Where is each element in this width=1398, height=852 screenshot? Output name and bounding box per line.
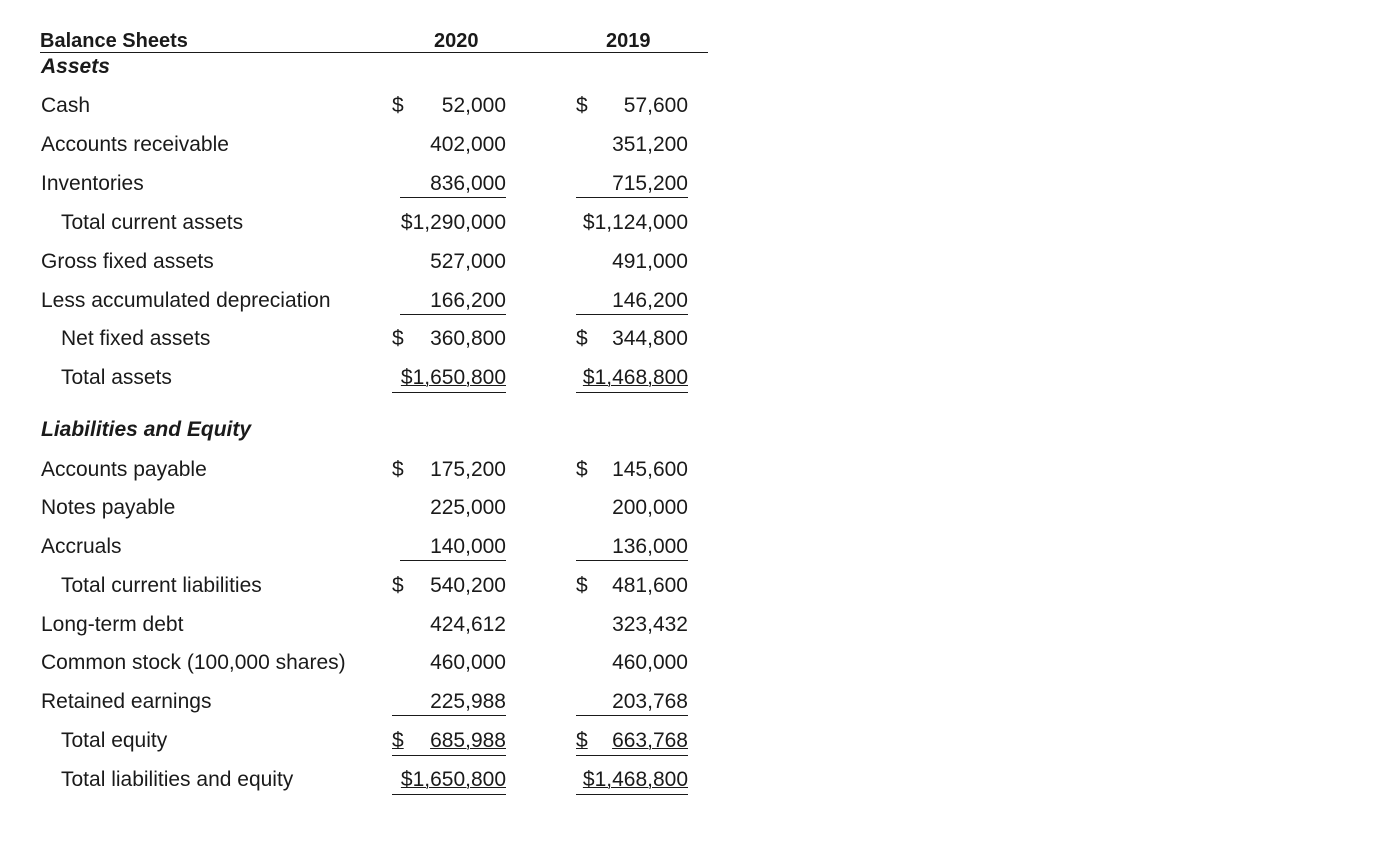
value-2019: $1,124,000 <box>582 211 688 234</box>
value-2019: $ 344,800 <box>576 327 688 350</box>
value-2019: 491,000 <box>612 250 688 273</box>
value-2019: 351,200 <box>612 133 688 156</box>
table-header <box>40 28 708 53</box>
table-row <box>0 131 720 159</box>
table-row <box>0 766 720 794</box>
value-2020: 836,000 <box>400 172 506 198</box>
value-2020: 424,612 <box>430 613 506 636</box>
row-label: Retained earnings <box>41 690 212 713</box>
table-row <box>0 248 720 276</box>
value-2019: $1,468,800 <box>576 768 688 795</box>
row-label: Less accumulated depreciation <box>41 289 331 312</box>
row-label: Inventories <box>41 172 144 195</box>
row-label: Total liabilities and equity <box>61 768 294 791</box>
value-2020: 225,988 <box>392 690 506 716</box>
table-row <box>0 287 720 315</box>
table-row <box>0 325 720 353</box>
value-2020: $ 175,200 <box>392 458 506 481</box>
value-2020: $1,650,800 <box>392 768 506 795</box>
value-2020: $1,290,000 <box>400 211 506 234</box>
value-2019: $ 481,600 <box>576 574 688 597</box>
value-2020: 140,000 <box>400 535 506 561</box>
value-2020: 460,000 <box>430 651 506 674</box>
value-2019: 203,768 <box>576 690 688 716</box>
value-2019: $1,468,800 <box>576 366 688 393</box>
table-row <box>0 92 720 120</box>
value-2019: 146,200 <box>576 289 688 315</box>
row-label: Accruals <box>41 535 122 558</box>
table-row <box>0 170 720 198</box>
value-2019: $ 145,600 <box>576 458 688 481</box>
value-2019: $ 663,768 <box>576 729 688 756</box>
table-row <box>0 611 720 639</box>
value-2019: 715,200 <box>576 172 688 198</box>
section-heading-assets: Assets <box>41 55 110 78</box>
value-2020: 225,000 <box>430 496 506 519</box>
value-2020: $ 360,800 <box>392 327 506 350</box>
value-2019: 136,000 <box>576 535 688 561</box>
table-row <box>0 649 720 677</box>
table-row <box>0 727 720 755</box>
table-row <box>0 456 720 484</box>
table-row <box>0 533 720 561</box>
section-heading-liabilities-equity: Liabilities and Equity <box>41 418 252 441</box>
row-label: Net fixed assets <box>61 327 211 350</box>
table-row <box>0 364 720 392</box>
table-row <box>0 494 720 522</box>
value-2020: 402,000 <box>430 133 506 156</box>
row-label: Notes payable <box>41 496 176 519</box>
row-label: Total current liabilities <box>61 574 262 597</box>
row-label: Common stock (100,000 shares) <box>41 651 346 674</box>
value-2020: 527,000 <box>430 250 506 273</box>
table-row <box>0 688 720 716</box>
row-label: Total equity <box>61 729 168 752</box>
column-header-2019: 2019 <box>606 30 651 52</box>
row-label: Accounts receivable <box>41 133 229 156</box>
row-label: Accounts payable <box>41 458 207 481</box>
value-2020: $1,650,800 <box>392 366 506 393</box>
value-2019: 323,432 <box>612 613 688 636</box>
row-label: Cash <box>41 94 91 117</box>
value-2020: 166,200 <box>400 289 506 315</box>
value-2020: $ 540,200 <box>392 574 506 597</box>
value-2020: $ 52,000 <box>392 94 506 117</box>
row-label: Total current assets <box>61 211 244 234</box>
value-2019: $ 57,600 <box>576 94 688 117</box>
row-label: Gross fixed assets <box>41 250 214 273</box>
value-2020: $ 685,988 <box>392 729 506 756</box>
table-row <box>0 209 720 237</box>
value-2019: 460,000 <box>612 651 688 674</box>
row-label: Long-term debt <box>41 613 184 636</box>
value-2019: 200,000 <box>612 496 688 519</box>
table-row <box>0 572 720 600</box>
table-title: Balance Sheets <box>40 30 188 52</box>
column-header-2020: 2020 <box>434 30 479 52</box>
row-label: Total assets <box>61 366 172 389</box>
